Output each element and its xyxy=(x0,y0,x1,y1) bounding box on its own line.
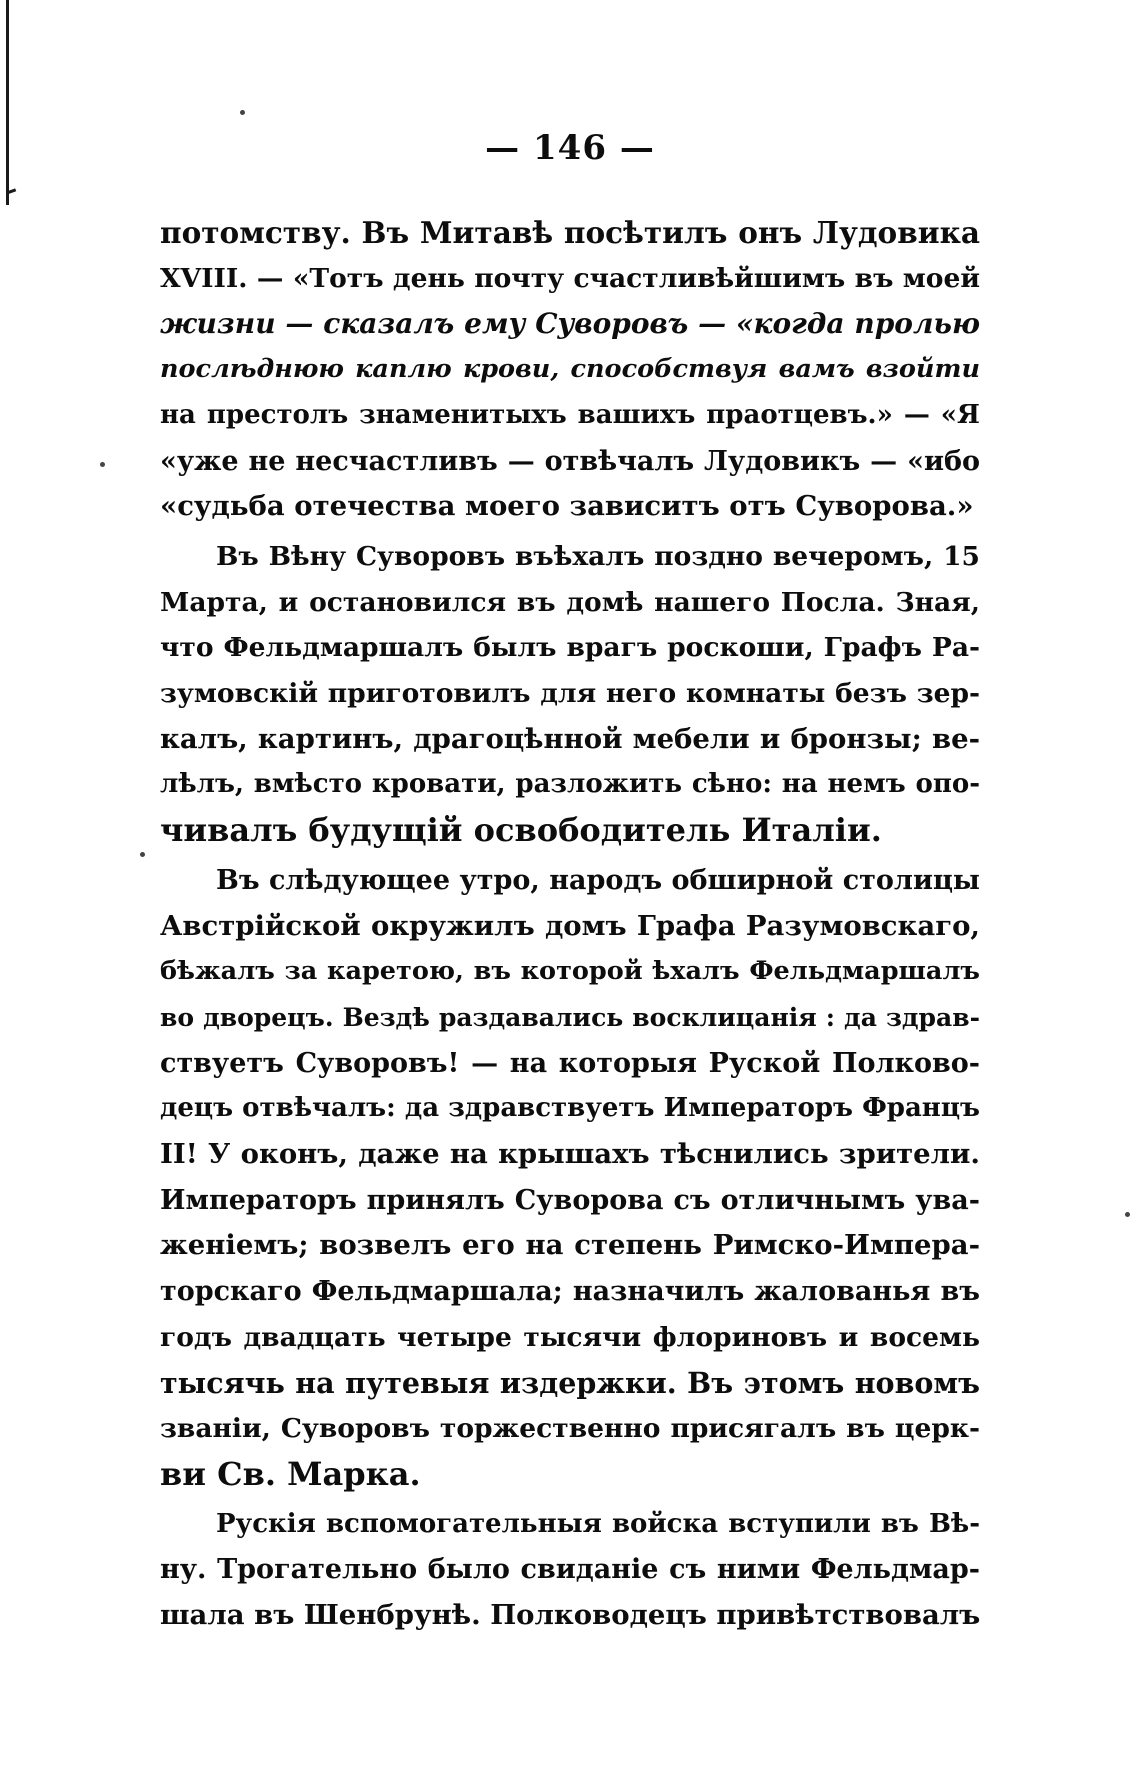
print-speck xyxy=(1125,1212,1130,1217)
paragraph-1 xyxy=(160,210,980,530)
paragraph-2 xyxy=(160,534,980,854)
text-line: во дворецъ. Вездѣ раздавались восклицанія : да здрав- xyxy=(160,1002,980,1032)
text-line: шала въ Шенбрунѣ. Полководецъ привѣтствовалъ xyxy=(160,1599,980,1632)
body-text xyxy=(160,210,980,1639)
text-line: Императоръ принялъ Суворова съ отличнымъ ува- xyxy=(160,1184,980,1216)
page-edge-line xyxy=(6,0,9,205)
text-line: женіемъ; возвелъ его на степень Римско-Импера- xyxy=(160,1229,980,1262)
text-line: децъ отвѣчалъ: да здравствуетъ Императоръ Францъ xyxy=(160,1093,980,1124)
text-line: Австрійской окружилъ домъ Графа Разумовскаго, xyxy=(160,909,980,942)
text-line: ствуетъ Суворовъ! — на которыя Руской Полково- xyxy=(160,1047,980,1079)
print-speck xyxy=(140,852,145,857)
text-line: тысячь на путевыя издержки. Въ этомъ новомъ xyxy=(160,1365,980,1400)
text-line: послѣднюю каплю крови, способствуя вамъ взойти xyxy=(160,354,980,385)
text-line: торскаго Фельдмаршала; назначилъ жалованья въ xyxy=(160,1276,980,1308)
text-line: Марта, и остановился въ домѣ нашего Посла. Зная, xyxy=(160,586,980,618)
paragraph-4 xyxy=(160,1502,980,1639)
text-line: зумовскій приготовилъ для него комнаты безъ зер- xyxy=(160,678,980,710)
page-number: — 146 — xyxy=(485,128,655,168)
text-line: ви Св. Марка. xyxy=(160,1454,421,1493)
text-line: годъ двадцать четыре тысячи флориновъ и восемь xyxy=(160,1321,980,1353)
print-speck xyxy=(100,462,105,467)
text-line: на престолъ знаменитыхъ вашихъ праотцевъ.» — «Я xyxy=(160,399,980,430)
text-line: лѣлъ, вмѣсто кровати, разложить сѣно: на немъ опо- xyxy=(160,769,980,800)
text-line: Въ Вѣну Суворовъ въѣхалъ поздно вечеромъ, 15 xyxy=(216,540,980,572)
paragraph-3 xyxy=(160,858,980,1498)
text-line: бѣжалъ за каретою, въ которой ѣхалъ Фельдмаршалъ xyxy=(160,956,980,987)
text-line: «уже не несчастливъ — отвѣчалъ Лудовикъ — «ибо xyxy=(160,445,980,477)
text-line: калъ, картинъ, драгоцѣнной мебели и бронзы; ве- xyxy=(160,722,980,755)
text-line: что Фельдмаршалъ былъ врагъ роскоши, Графъ Ра- xyxy=(160,632,980,664)
text-line: ну. Трогательно было свиданіе съ ними Фельдмар- xyxy=(160,1554,980,1586)
text-line: жизни — сказалъ ему Суворовъ — «когда пролью xyxy=(160,307,980,341)
text-line: «судьба отечества моего зависитъ отъ Суворова.» xyxy=(160,490,974,523)
text-line: II! У оконъ, даже на крышахъ тѣснились зрители. xyxy=(160,1138,980,1171)
text-line: Рускія вспомогательныя войска вступили въ Вѣ- xyxy=(216,1508,980,1539)
print-speck xyxy=(240,110,245,115)
text-line: чивалъ будущій освободитель Италіи. xyxy=(160,811,882,850)
text-line: званіи, Суворовъ торжественно присягалъ въ церк- xyxy=(160,1413,980,1445)
text-line: Въ слѣдующее утро, народъ обширной столицы xyxy=(216,864,980,896)
text-line: XVIII. — «Тотъ день почту счастливѣйшимъ въ моей xyxy=(160,262,980,294)
text-line: потомству. Въ Митавѣ посѣтилъ онъ Лудовика xyxy=(160,215,980,250)
